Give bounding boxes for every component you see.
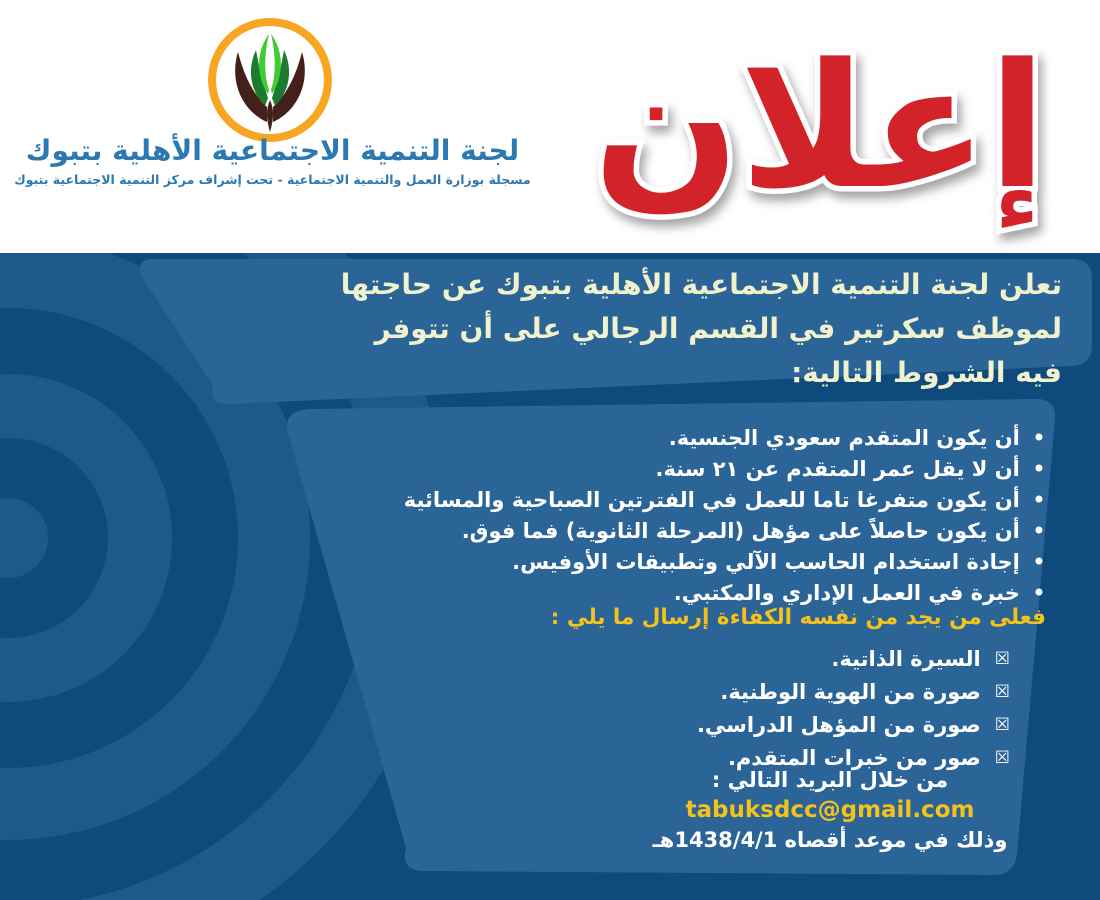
announcement-title: إعلان bbox=[593, 26, 1047, 227]
checkbox-icon: ☒ bbox=[994, 715, 1010, 735]
documents-list bbox=[310, 643, 1010, 775]
contact-block bbox=[620, 765, 1040, 855]
requirement-item bbox=[276, 516, 1046, 547]
deadline-line: وذلك في موعد أقصاه 1438/4/1هـ bbox=[652, 828, 1008, 852]
org-logo-block bbox=[0, 0, 560, 253]
requirement-text: أن لا يقل عمر المتقدم عن ٢١ سنة. bbox=[655, 457, 1020, 481]
requirement-text: إجادة استخدام الحاسب الآلي وتطبيقات الأوفيس. bbox=[512, 550, 1020, 574]
document-text: صور من خبرات المتقدم. bbox=[727, 746, 981, 770]
intro-line: لموظف سكرتير في القسم الرجالي على أن تتوفر bbox=[374, 312, 1062, 345]
bullet-icon: • bbox=[1031, 424, 1046, 452]
header bbox=[0, 0, 1100, 253]
org-logo-icon bbox=[204, 14, 336, 146]
announcement-title-art bbox=[570, 0, 1070, 256]
bullet-icon: • bbox=[1031, 579, 1046, 607]
document-item bbox=[310, 676, 1010, 709]
requirement-item bbox=[276, 547, 1046, 578]
requirement-item bbox=[276, 423, 1046, 454]
body-section bbox=[0, 253, 1100, 900]
org-registration-line: مسجلة بوزارة العمل والتنمية الاجتماعية - تحت إشراف مركز التنمية الاجتماعية بتبوك bbox=[14, 172, 531, 187]
cta-line: فعلى من يجد من نفسه الكفاءة إرسال ما يلي : bbox=[550, 605, 1046, 630]
contact-via-line: من خلال البريد التالي : bbox=[711, 768, 949, 792]
org-name: لجنة التنمية الاجتماعية الأهلية بتبوك bbox=[25, 134, 520, 167]
requirement-text: أن يكون المتقدم سعودي الجنسية. bbox=[668, 426, 1020, 450]
requirement-item bbox=[276, 454, 1046, 485]
poster-content bbox=[0, 253, 1100, 900]
bullet-icon: • bbox=[1031, 548, 1046, 576]
requirement-item bbox=[276, 485, 1046, 516]
bullet-icon: • bbox=[1031, 455, 1046, 483]
document-text: صورة من الهوية الوطنية. bbox=[720, 680, 981, 704]
intro-line: فيه الشروط التالية: bbox=[791, 356, 1062, 389]
intro-text bbox=[341, 263, 1062, 395]
requirement-text: أن يكون حاصلاً على مؤهل (المرحلة الثانوية) فما فوق. bbox=[461, 519, 1020, 543]
checkbox-icon: ☒ bbox=[994, 649, 1010, 669]
bullet-icon: • bbox=[1031, 517, 1046, 545]
document-item bbox=[310, 643, 1010, 676]
checkbox-icon: ☒ bbox=[994, 748, 1010, 768]
intro-line: تعلن لجنة التنمية الاجتماعية الأهلية بتبوك عن حاجتها bbox=[340, 268, 1062, 301]
requirement-text: خبرة في العمل الإداري والمكتبي. bbox=[673, 581, 1020, 605]
checkbox-icon: ☒ bbox=[994, 682, 1010, 702]
document-text: صورة من المؤهل الدراسي. bbox=[696, 713, 981, 737]
email-link[interactable]: tabuksdcc@gmail.com bbox=[685, 797, 975, 823]
bullet-icon: • bbox=[1031, 486, 1046, 514]
requirement-text: أن يكون متفرغا تاما للعمل في الفترتين الصباحية والمسائية bbox=[403, 488, 1020, 512]
requirements-list bbox=[276, 423, 1046, 609]
document-item bbox=[310, 709, 1010, 742]
document-text: السيرة الذاتية. bbox=[831, 647, 981, 671]
